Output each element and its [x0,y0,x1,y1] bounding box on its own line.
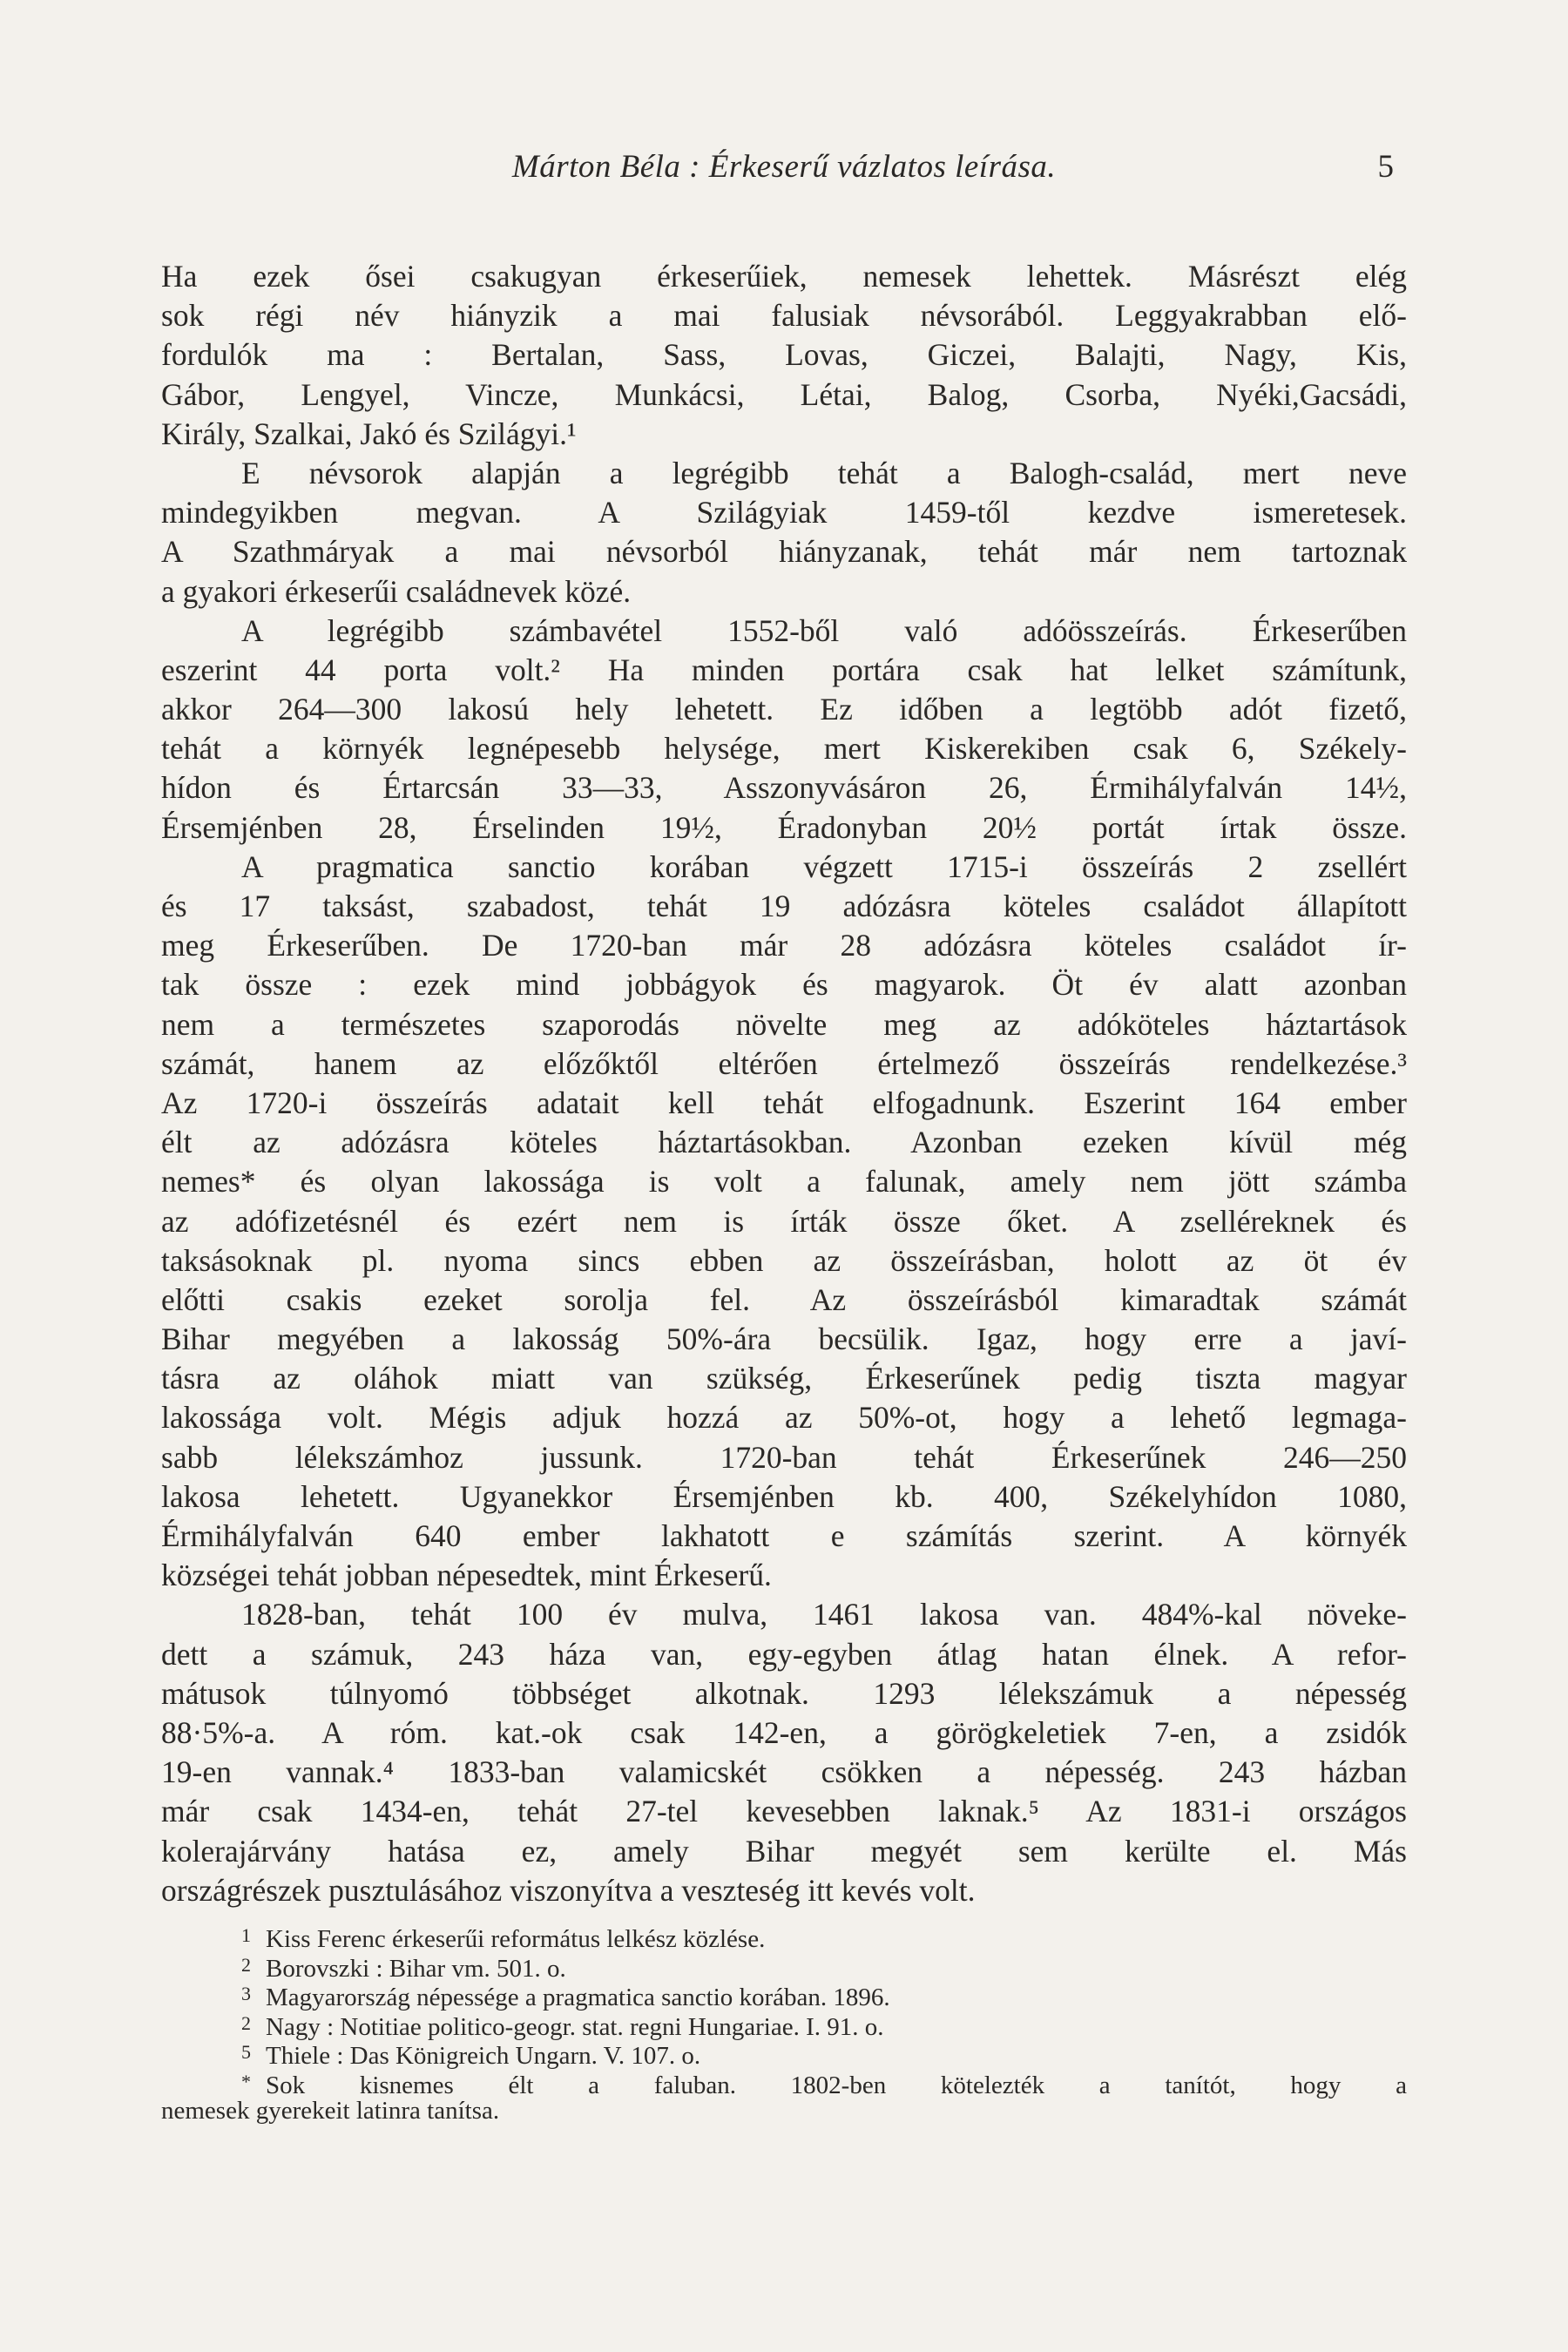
text-line: nemes* és olyan lakossága is volt a falunak, amely nem jött számba [161,1164,1407,1200]
text-line: lakossága volt. Mégis adjuk hozzá az 50%-ot, hogy a lehető legmaga- [161,1400,1407,1436]
text-line: sabb lélekszámhoz jussunk. 1720-ban tehát Érkeserűnek 246—250 [161,1439,1407,1475]
text-line: Király, Szalkai, Jakó és Szilágyi.¹ [161,416,577,451]
text-line: Gábor, Lengyel, Vincze, Munkácsi, Létai, Balog, Csorba, Nyéki,Gacsádi, [161,376,1407,412]
text-line: mindegyikben megvan. A Szilágyiak 1459-től kezdve ismeretesek. [161,495,1407,531]
footnote [161,2097,1407,2126]
footnote-mark: 2 [241,2011,251,2034]
footnote-text: Sok kisnemes élt a faluban. 1802-ben kötelezték a tanítót, hogy a [266,2071,1407,2099]
text-line: meg Érkeserűben. De 1720-ban már 28 adózásra köteles családot ír- [161,928,1407,963]
text-line: az adófizetésnél és ezért nem is írták össze őket. A zselléreknek és [161,1203,1407,1239]
text-line: A legrégibb számbavétel 1552-ből való adóösszeírás. Érkeserűben [241,612,1407,648]
text-line: kolerajárvány hatása ez, amely Bihar megyét sem kerülte el. Más [161,1833,1407,1869]
text-line: Érsemjénben 28, Érselinden 19½, Éradonyban 20½ portát írtak össze. [161,809,1407,845]
text-line: községei tehát jobban népesedtek, mint Érkeserű. [161,1558,772,1593]
footnote [161,2067,1407,2097]
text-line: 88·5%-a. A róm. kat.-ok csak 142-en, a görögkeletiek 7-en, a zsidók [161,1714,1407,1750]
text-line: Ha ezek ősei csakugyan érkeserűiek, nemesek lehettek. Másrészt elég [161,259,1407,294]
footnote-text: Borovszki : Bihar vm. 501. o. [266,1954,566,1983]
text-line: Érmihályfalván 640 ember lakhatott e számítás szerint. A környék [161,1518,1407,1553]
text-line: előtti csakis ezeket sorolja fel. Az összeírásból kimaradtak számát [161,1281,1407,1317]
text-line: élt az adózásra köteles háztartásokban. Azonban ezeken kívül még [161,1125,1407,1160]
text-line: A pragmatica sanctio korában végzett 1715-i összeírás 2 zsellért [241,848,1407,884]
text-line: dett a számuk, 243 háza van, egy-egyben átlag hatan élnek. A refor- [161,1636,1407,1672]
footnote-text: nemesek gyerekeit latinra tanítsa. [161,2096,500,2125]
text-line: akkor 264—300 lakosú hely lehetett. Ez időben a legtöbb adót fizető, [161,692,1407,727]
text-line: már csak 1434-en, tehát 27-tel kevesebben laknak.⁵ Az 1831-i országos [161,1794,1407,1829]
running-head [0,148,1568,192]
text-line: taksásoknak pl. nyoma sincs ebben az összeírásban, holott az öt év [161,1242,1407,1278]
footnote-mark: * [241,2070,251,2092]
text-line: A Szathmáryak a mai névsorból hiányzanak, tehát már nem tartoznak [161,534,1407,570]
footnote [161,1950,1407,1983]
footnote-mark: 2 [241,1953,251,1976]
footnote [161,2038,1407,2071]
footnote-text: Kiss Ferenc érkeserűi református lelkész közlése. [266,1925,766,1953]
text-line: E névsorok alapján a legrégibb tehát a Balogh-család, mert neve [241,455,1407,490]
text-line: a gyakori érkeserűi családnevek közé. [161,573,632,609]
text-line: fordulók ma : Bertalan, Sass, Lovas, Giczei, Balajti, Nagy, Kis, [161,337,1407,373]
text-line: és 17 taksást, szabadost, tehát 19 adózásra köteles családot állapított [161,889,1407,923]
footnote-text: Nagy : Notitiae politico-geogr. stat. regni Hungariae. I. 91. o. [266,2012,884,2041]
text-line: mátusok túlnyomó többséget alkotnak. 1293 lélekszámuk a népesség [161,1675,1407,1711]
footnotes [161,1921,1407,2126]
text-line: 1828-ban, tehát 100 év mulva, 1461 lakosa van. 484%-kal növeke- [241,1597,1407,1632]
text-line: lakosa lehetett. Ugyanekkor Érsemjénben kb. 400, Székelyhídon 1080, [161,1478,1407,1514]
text-line: 19-en vannak.⁴ 1833-ban valamicskét csökken a népesség. 243 házban [161,1754,1407,1790]
text-line: nem a természetes szaporodás növelte meg az adóköteles háztartások [161,1006,1407,1042]
body-text [161,257,1407,1910]
text-line: sok régi név hiányzik a mai falusiak névsorából. Leggyakrabban elő- [161,298,1407,334]
text-line: országrészek pusztulásához viszonyítva a veszteség itt kevés volt. [161,1872,976,1908]
footnote-text: Thiele : Das Königreich Ungarn. V. 107. o. [266,2042,701,2071]
footnote [161,1921,1407,1953]
running-title: Márton Béla : Érkeserű vázlatos leírása. [511,149,1057,185]
footnote-text: Magyarország népessége a pragmatica sanctio korában. 1896. [266,1984,890,2012]
text-line: tak össze : ezek mind jobbágyok és magyarok. Öt év alatt azonban [161,967,1407,1003]
footnote [161,2009,1407,2041]
text-line: eszerint 44 porta volt.² Ha minden portára csak hat lelket számítunk, [161,652,1407,687]
footnote-mark: 3 [241,1983,251,2005]
text-line: Az 1720-i összeírás adatait kell tehát elfogadnunk. Eszerint 164 ember [161,1085,1407,1120]
text-line: tehát a környék legnépesebb helysége, mert Kiskerekiben csak 6, Székely- [161,731,1407,767]
text-line: számát, hanem az előzőktől eltérően értelmező összeírás rendelkezése.³ [161,1045,1407,1081]
footnote-mark: 1 [241,1924,251,1946]
footnote [161,1979,1407,2012]
text-line: tásra az oláhok miatt van szükség, Érkeserűnek pedig tiszta magyar [161,1361,1407,1396]
text-line: hídon és Értarcsán 33—33, Asszonyvásáron 26, Érmihályfalván 14½, [161,770,1407,806]
page-number: 5 [1377,149,1394,185]
text-line: Bihar megyében a lakosság 50%-ára becsülik. Igaz, hogy erre a javí- [161,1321,1407,1357]
footnote-mark: 5 [241,2041,251,2064]
